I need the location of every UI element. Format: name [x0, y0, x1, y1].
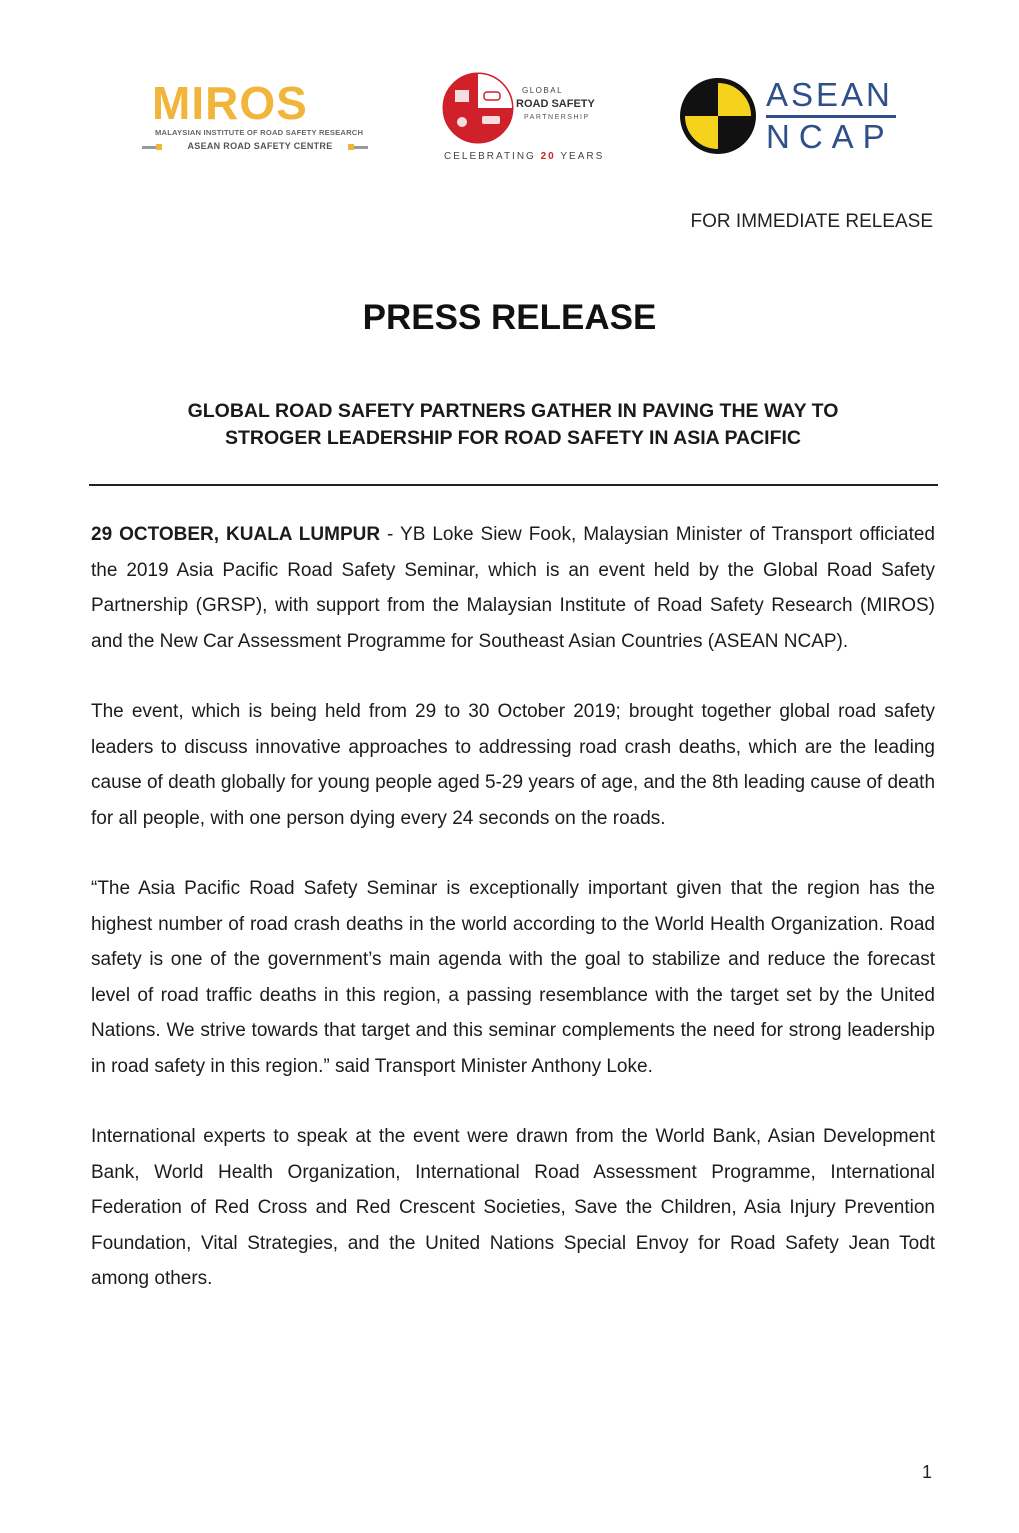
- crash-test-target-icon: [678, 76, 758, 156]
- grsp-logo-global: GLOBAL: [522, 86, 564, 95]
- grsp-logo-partnership: PARTNERSHIP: [524, 114, 590, 121]
- miros-logo-word: MIROS: [152, 77, 308, 129]
- headline-line-2: STROGER LEADERSHIP FOR ROAD SAFETY IN ASIA PACIFIC: [224, 427, 802, 449]
- grsp-logo: [442, 72, 617, 167]
- headline: [90, 398, 936, 452]
- grsp-emblem-icon: [442, 72, 514, 144]
- miros-logo: [140, 78, 370, 153]
- divider: [89, 484, 938, 486]
- page-number: 1: [922, 1462, 933, 1482]
- release-note: FOR IMMEDIATE RELEASE: [690, 211, 933, 232]
- ncap-logo-word: NCAP: [766, 118, 894, 155]
- grsp-logo-anniversary: CELEBRATING 20 YEARS: [444, 151, 605, 162]
- grsp-logo-road-safety: ROAD SAFETY: [516, 98, 595, 110]
- paragraph-1: 29 OCTOBER, KUALA LUMPUR - YB Loke Siew Fook, Malaysian Minister of Transport officiated the 2019 Asia Pacific Road Safety Seminar, which is an event held by the Global Road Safety Partnership (GRSP), with support from the Malaysian Institute of Road Safety Research (MIROS) and the New Car Assessment Programme for Southeast Asian Countries (ASEAN NCAP).: [91, 524, 935, 652]
- page-title: PRESS RELEASE: [362, 298, 657, 337]
- asean-logo-word: ASEAN: [766, 76, 893, 113]
- headline-line-1: GLOBAL ROAD SAFETY PARTNERS GATHER IN PAVING THE WAY TO: [187, 400, 839, 422]
- press-release-body: [91, 517, 935, 1332]
- paragraph-4: International experts to speak at the event were drawn from the World Bank, Asian Development Bank, World Health Organization, International Road Assessment Programme, International Federation of Red Cross and Red Crescent Societies, Save the Children, Asia Injury Prevention Foundation, Vital Strategies, and the United Nations Special Envoy for Road Safety Jean Todt among others.: [91, 1126, 935, 1289]
- miros-logo-subtitle: MALAYSIAN INSTITUTE OF ROAD SAFETY RESEARCH: [155, 128, 364, 137]
- logo-bar: [0, 70, 1019, 170]
- asean-ncap-logo: [678, 74, 908, 164]
- paragraph-2: The event, which is being held from 29 to 30 October 2019; brought together global road safety leaders to discuss innovative approaches to addressing road crash deaths, which are the leading cause of death globally for young people aged 5-29 years of age, and the 8th leading cause of death for all people, with one person dying every 24 seconds on the roads.: [91, 701, 936, 829]
- paragraph-3: “The Asia Pacific Road Safety Seminar is exceptionally important given that the region has the highest number of road crash deaths in the world according to the World Health Organization. Road safety is one of the government’s main agenda with the goal to stabilize and reduce the forecast level of road traffic deaths in this region, a passing resemblance with the target set by the United Nations. We strive towards that target and this seminar complements the need for strong leadership in road safety in this region.” said Transport Minister Anthony Loke.: [91, 878, 935, 1077]
- dateline: 29 OCTOBER, KUALA LUMPUR: [91, 524, 381, 545]
- miros-logo-centre-name: ASEAN ROAD SAFETY CENTRE: [187, 141, 333, 151]
